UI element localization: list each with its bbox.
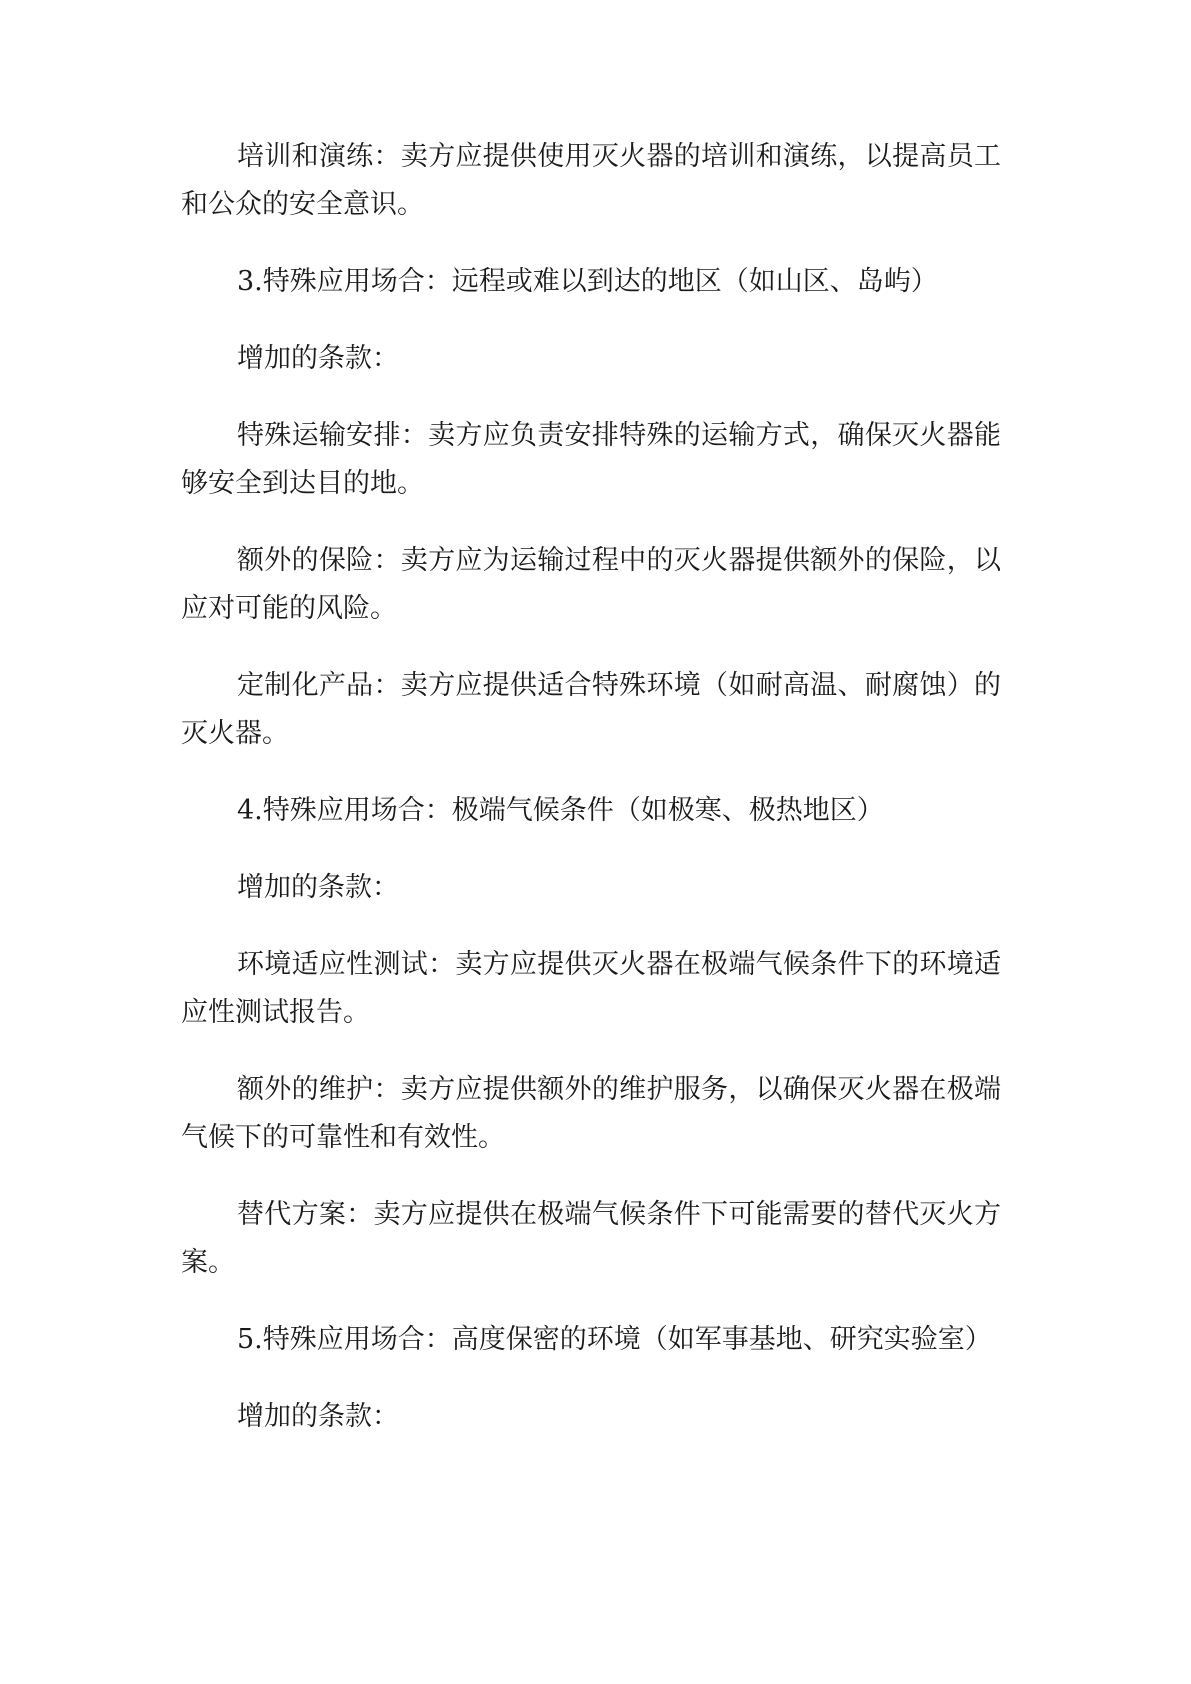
paragraph-environment-test: 环境适应性测试：卖方应提供灭火器在极端气候条件下的环境适应性测试报告。 [181,949,1001,1028]
heading-remote-areas: 3.特殊应用场合：远程或难以到达的地区（如山区、岛屿） [237,266,938,297]
label-added-clauses: 增加的条款： [237,872,399,903]
paragraph-training: 培训和演练：卖方应提供使用灭火器的培训和演练，以提高员工和公众的安全意识。 [181,141,1001,220]
heading-classified-environment: 5.特殊应用场合：高度保密的环境（如军事基地、研究实验室） [237,1324,992,1355]
paragraph-custom-products: 定制化产品：卖方应提供适合特殊环境（如耐高温、耐腐蚀）的灭火器。 [181,670,1001,749]
label-added-clauses: 增加的条款： [237,1401,399,1432]
document-body [181,133,1001,1470]
paragraph-extra-insurance: 额外的保险：卖方应为运输过程中的灭火器提供额外的保险，以应对可能的风险。 [181,545,1001,624]
heading-extreme-climate: 4.特殊应用场合：极端气候条件（如极寒、极热地区） [237,795,884,826]
paragraph-special-transport: 特殊运输安排：卖方应负责安排特殊的运输方式，确保灭火器能够安全到达目的地。 [181,420,1001,499]
paragraph-alternative-plan: 替代方案：卖方应提供在极端气候条件下可能需要的替代灭火方案。 [181,1199,1001,1278]
label-added-clauses: 增加的条款： [237,343,399,374]
paragraph-extra-maintenance: 额外的维护：卖方应提供额外的维护服务，以确保灭火器在极端气候下的可靠性和有效性。 [181,1074,1001,1153]
